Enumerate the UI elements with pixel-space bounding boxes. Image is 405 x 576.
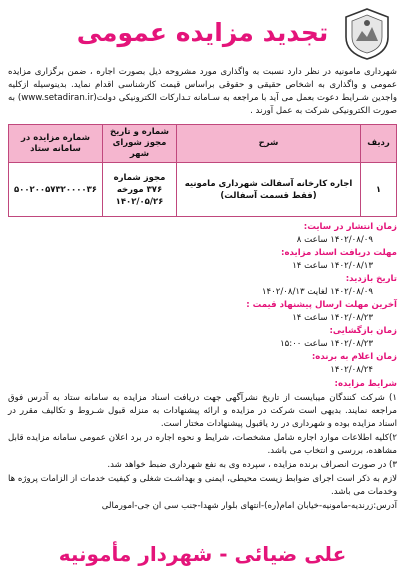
schedule-item-visit (8, 273, 397, 299)
schedule-item-documents (8, 247, 397, 273)
schedule-value: ۱۴۰۲/۰۸/۲۳ ساعت ۱۵:۰۰ (280, 339, 373, 349)
condition-item: ۱) شرکت کنندگان میبایست از تاریخ نشرآگهی جهت دریافت اسناد مزایده به سامانه ستاد به آدرس فوق مراجعه نمایند. بدیهی است شرکت در مزایده و ارائه پیشنهادات به منزله قبول شـروط و تکالیف مقرر در اسناد مزایده بوده و شهرداری در رد یاقبول پیشنهادات مختار است. (8, 393, 397, 429)
schedule-item-opening (8, 325, 397, 351)
cell-description: اجاره کارخانه آسفالت شهرداری مامونیه (فقط قسمت آسفالت) (177, 163, 361, 217)
schedule-item-publish (8, 221, 397, 247)
schedule-section (8, 221, 397, 377)
header-council-permit: شماره و تاریخ مجوز شورای شهر (103, 125, 177, 163)
header-row-number: ردیف (361, 125, 397, 163)
schedule-value: ۱۴۰۲/۰۸/۱۳ ساعت ۱۴ (292, 261, 373, 271)
header-setad-number: شماره مزایده در سامانه ستاد (9, 125, 103, 163)
auction-items-table (8, 124, 397, 217)
cell-setad-number: ۵۰۰۲۰۰۵۷۳۲۰۰۰۰۳۶ (9, 163, 103, 217)
schedule-label: زمان بازگشایی: (329, 326, 397, 336)
schedule-value: ۱۴۰۲/۰۸/۰۹ ساعت ۸ (296, 235, 373, 245)
condition-item: لازم به ذکر است اجرای ضوابط زیست محیطی، ایمنی و بهداشـت شغلی و کیفیت خدمات از الزامات پروژه ها وخدمات می باشد. (8, 474, 397, 497)
schedule-value: ۱۴۰۲/۰۸/۲۴ (330, 365, 373, 375)
notice-title: تجدید مزایده عمومی (76, 18, 329, 47)
intro-paragraph: شهرداری مامونیه در نظر دارد نسبت به واگذاری مورد مشروحه ذیل بصورت اجاره ، ضمن برگزاری مزایده عمومی و واگذاری به اشخاص حقیقی و حقوقی براساس قیمت کارشناسی اقدام نماید. بدینوسیله ازکلیه واجدین شـرایط دعوت بعمل می آید با مراجعه به سـامانه تـدارکات الکترونیکی دولت(www.setadiran.ir) به صورت الکترونیکی شرکت به عمل آورند . (8, 67, 397, 116)
address-line: آدرس:زرندیه-مامونیه-خیابان امام(ره)-انتهای بلوار شهدا-جنب سی ان جی-امورمالی (101, 501, 397, 511)
schedule-label: تاریخ بازدید: (345, 274, 397, 284)
condition-item: ۳) در صورت انصراف برنده مزایده ، سپرده وی به نفع شهرداری ضبط خواهد شد. (107, 460, 397, 470)
schedule-label: آخرین مهلت ارسال پیشنهاد قیمت : (246, 300, 397, 310)
condition-item: ۲)کلیه اطلاعات موارد اجاره شامل مشخصات، شرایط و نحوه اجاره در برد اعلان عمومی سامانه مزایده قابل مشاهده، بررسی و انتخاب می باشد. (8, 433, 397, 456)
schedule-value: ۱۴۰۲/۰۸/۰۹ لغایت ۱۴۰۲/۰۸/۱۳ (261, 287, 373, 297)
cell-row-number: ۱ (361, 163, 397, 217)
cell-council-permit: مجوز شماره ۳۷۶ مورخه ۱۴۰۲/۰۵/۲۶ (103, 163, 177, 217)
signature-line: علی ضیائی - شهردار مأمونیه (58, 542, 347, 566)
schedule-label: زمان انتشار در سایت: (303, 222, 397, 232)
notice-header (8, 6, 397, 64)
schedule-label: مهلت دریافت اسناد مزایده: (281, 248, 397, 258)
schedule-value: ۱۴۰۲/۰۸/۲۳ ساعت ۱۴ (292, 313, 373, 323)
table-row (9, 163, 397, 217)
schedule-label: زمان اعلام به برنده: (311, 352, 397, 362)
table-header-row (9, 125, 397, 163)
conditions-title: شرایط مزایده: (334, 379, 397, 389)
header-description: شرح (177, 125, 361, 163)
conditions-section (8, 378, 397, 513)
schedule-item-deadline (8, 299, 397, 325)
schedule-item-winner (8, 351, 397, 377)
